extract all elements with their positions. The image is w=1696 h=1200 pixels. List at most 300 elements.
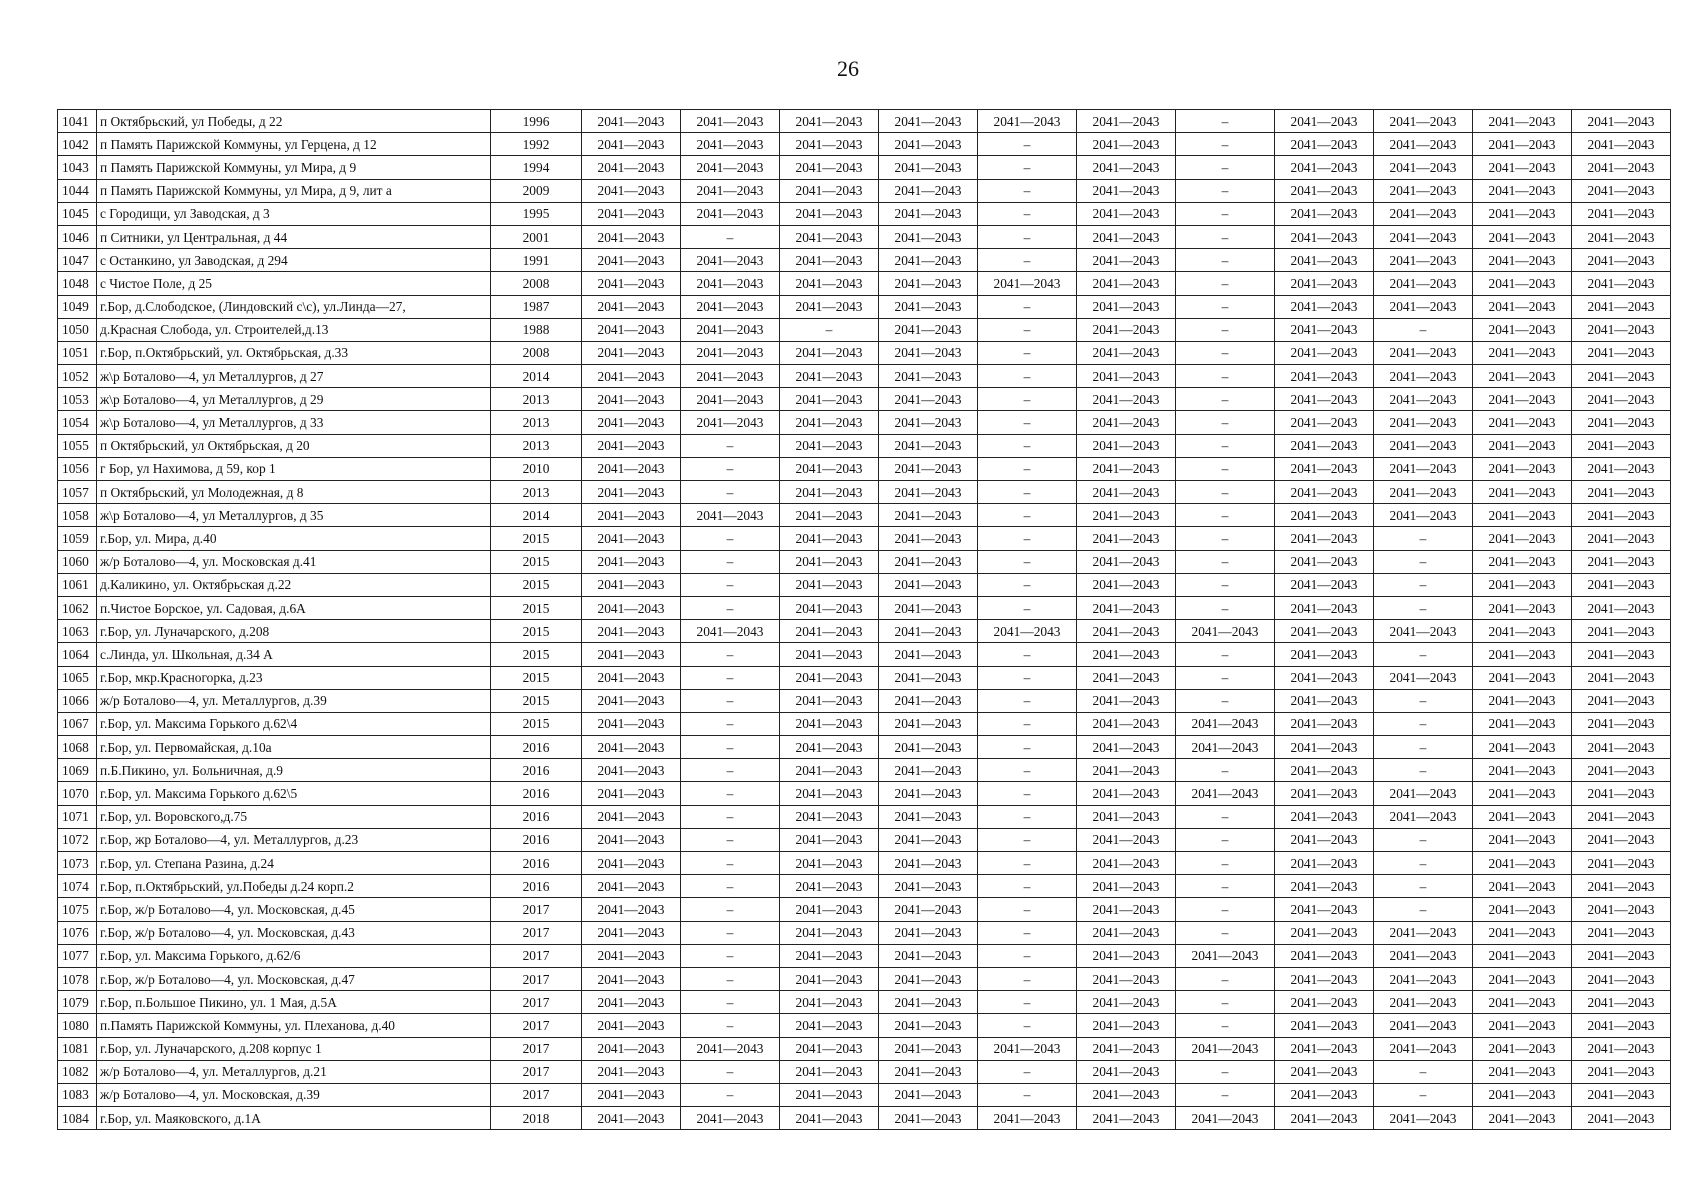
cell-period-col-6: 2041—2043	[1077, 759, 1176, 782]
cell-period-col-6: 2041—2043	[1077, 225, 1176, 248]
cell-period-col-2: –	[681, 225, 780, 248]
cell-year: 2013	[491, 434, 582, 457]
cell-period-col-10: 2041—2043	[1473, 365, 1572, 388]
cell-period-col-2: 2041—2043	[681, 272, 780, 295]
cell-period-col-4: 2041—2043	[879, 318, 978, 341]
cell-period-col-2: 2041—2043	[681, 202, 780, 225]
table-row	[58, 944, 1671, 967]
cell-period-col-8: 2041—2043	[1275, 388, 1374, 411]
cell-period-col-11: 2041—2043	[1572, 133, 1671, 156]
cell-period-col-1: 2041—2043	[582, 434, 681, 457]
cell-period-col-8: 2041—2043	[1275, 504, 1374, 527]
cell-address: г.Бор, жр Боталово—4, ул. Металлургов, д.23	[97, 828, 491, 851]
cell-row-number: 1084	[58, 1107, 97, 1130]
cell-period-col-9: –	[1374, 318, 1473, 341]
cell-period-col-11: 2041—2043	[1572, 527, 1671, 550]
cell-period-col-11: 2041—2043	[1572, 318, 1671, 341]
cell-row-number: 1082	[58, 1060, 97, 1083]
cell-period-col-10: 2041—2043	[1473, 643, 1572, 666]
housing-schedule-table	[57, 109, 1671, 1130]
cell-period-col-1: 2041—2043	[582, 875, 681, 898]
cell-period-col-7: –	[1176, 689, 1275, 712]
cell-period-col-7: –	[1176, 225, 1275, 248]
cell-year: 2013	[491, 481, 582, 504]
cell-period-col-7: –	[1176, 596, 1275, 619]
cell-period-col-4: 2041—2043	[879, 202, 978, 225]
cell-period-col-4: 2041—2043	[879, 388, 978, 411]
cell-period-col-1: 2041—2043	[582, 272, 681, 295]
cell-period-col-6: 2041—2043	[1077, 620, 1176, 643]
cell-period-col-9: –	[1374, 875, 1473, 898]
cell-period-col-10: 2041—2043	[1473, 527, 1572, 550]
cell-period-col-7: 2041—2043	[1176, 944, 1275, 967]
table-row	[58, 550, 1671, 573]
cell-period-col-10: 2041—2043	[1473, 411, 1572, 434]
cell-period-col-1: 2041—2043	[582, 481, 681, 504]
cell-period-col-8: 2041—2043	[1275, 1083, 1374, 1106]
cell-period-col-2: 2041—2043	[681, 365, 780, 388]
cell-address: г.Бор, ул. Максима Горького д.62\4	[97, 712, 491, 735]
table-row	[58, 782, 1671, 805]
cell-period-col-11: 2041—2043	[1572, 1060, 1671, 1083]
cell-period-col-5: –	[978, 689, 1077, 712]
table-row	[58, 805, 1671, 828]
cell-address: д.Красная Слобода, ул. Строителей,д.13	[97, 318, 491, 341]
cell-address: п Память Парижской Коммуны, ул Герцена, д 12	[97, 133, 491, 156]
cell-year: 2016	[491, 805, 582, 828]
cell-period-col-7: –	[1176, 504, 1275, 527]
cell-row-number: 1041	[58, 110, 97, 133]
cell-period-col-6: 2041—2043	[1077, 1107, 1176, 1130]
cell-year: 2015	[491, 550, 582, 573]
cell-period-col-6: 2041—2043	[1077, 852, 1176, 875]
cell-period-col-10: 2041—2043	[1473, 875, 1572, 898]
cell-period-col-9: 2041—2043	[1374, 156, 1473, 179]
cell-period-col-4: 2041—2043	[879, 944, 978, 967]
cell-period-col-2: 2041—2043	[681, 318, 780, 341]
cell-year: 1996	[491, 110, 582, 133]
cell-period-col-4: 2041—2043	[879, 1014, 978, 1037]
cell-period-col-10: 2041—2043	[1473, 620, 1572, 643]
cell-address: ж/р Боталово—4, ул. Московская д.41	[97, 550, 491, 573]
cell-period-col-7: –	[1176, 573, 1275, 596]
cell-period-col-5: –	[978, 411, 1077, 434]
page-number: 26	[837, 56, 859, 81]
cell-period-col-10: 2041—2043	[1473, 805, 1572, 828]
cell-period-col-9: 2041—2043	[1374, 991, 1473, 1014]
cell-period-col-1: 2041—2043	[582, 1037, 681, 1060]
cell-period-col-5: –	[978, 666, 1077, 689]
cell-period-col-7: –	[1176, 272, 1275, 295]
cell-period-col-11: 2041—2043	[1572, 805, 1671, 828]
cell-period-col-4: 2041—2043	[879, 596, 978, 619]
table-row	[58, 434, 1671, 457]
cell-period-col-9: –	[1374, 828, 1473, 851]
cell-period-col-2: –	[681, 712, 780, 735]
table-row	[58, 1107, 1671, 1130]
table-row	[58, 712, 1671, 735]
cell-period-col-11: 2041—2043	[1572, 1083, 1671, 1106]
cell-address: п.Память Парижской Коммуны, ул. Плеханова, д.40	[97, 1014, 491, 1037]
cell-period-col-1: 2041—2043	[582, 921, 681, 944]
cell-row-number: 1075	[58, 898, 97, 921]
cell-period-col-10: 2041—2043	[1473, 596, 1572, 619]
cell-period-col-10: 2041—2043	[1473, 1083, 1572, 1106]
cell-period-col-11: 2041—2043	[1572, 712, 1671, 735]
cell-period-col-5: –	[978, 249, 1077, 272]
cell-period-col-1: 2041—2043	[582, 805, 681, 828]
cell-period-col-6: 2041—2043	[1077, 550, 1176, 573]
cell-period-col-7: –	[1176, 341, 1275, 364]
cell-period-col-2: –	[681, 898, 780, 921]
cell-period-col-1: 2041—2043	[582, 666, 681, 689]
cell-period-col-9: 2041—2043	[1374, 967, 1473, 990]
cell-period-col-2: –	[681, 550, 780, 573]
cell-period-col-10: 2041—2043	[1473, 782, 1572, 805]
cell-period-col-5: 2041—2043	[978, 1107, 1077, 1130]
cell-row-number: 1064	[58, 643, 97, 666]
cell-period-col-7: –	[1176, 156, 1275, 179]
cell-period-col-6: 2041—2043	[1077, 1060, 1176, 1083]
cell-period-col-10: 2041—2043	[1473, 944, 1572, 967]
cell-period-col-6: 2041—2043	[1077, 1037, 1176, 1060]
cell-row-number: 1058	[58, 504, 97, 527]
cell-row-number: 1081	[58, 1037, 97, 1060]
cell-period-col-1: 2041—2043	[582, 504, 681, 527]
cell-period-col-3: 2041—2043	[780, 225, 879, 248]
cell-year: 2017	[491, 1083, 582, 1106]
cell-period-col-7: –	[1176, 921, 1275, 944]
cell-period-col-5: –	[978, 852, 1077, 875]
cell-period-col-8: 2041—2043	[1275, 898, 1374, 921]
cell-period-col-10: 2041—2043	[1473, 712, 1572, 735]
cell-period-col-3: 2041—2043	[780, 550, 879, 573]
cell-period-col-2: –	[681, 944, 780, 967]
table-row	[58, 1037, 1671, 1060]
cell-period-col-5: –	[978, 202, 1077, 225]
cell-period-col-4: 2041—2043	[879, 689, 978, 712]
cell-period-col-2: 2041—2043	[681, 133, 780, 156]
cell-period-col-2: 2041—2043	[681, 156, 780, 179]
cell-period-col-6: 2041—2043	[1077, 689, 1176, 712]
cell-year: 2008	[491, 272, 582, 295]
table-row	[58, 411, 1671, 434]
cell-period-col-2: 2041—2043	[681, 341, 780, 364]
cell-period-col-4: 2041—2043	[879, 365, 978, 388]
cell-period-col-2: 2041—2043	[681, 1107, 780, 1130]
cell-period-col-6: 2041—2043	[1077, 272, 1176, 295]
cell-year: 2016	[491, 852, 582, 875]
cell-period-col-3: 2041—2043	[780, 944, 879, 967]
cell-period-col-3: 2041—2043	[780, 202, 879, 225]
cell-period-col-4: 2041—2043	[879, 179, 978, 202]
cell-period-col-5: –	[978, 1014, 1077, 1037]
cell-period-col-3: 2041—2043	[780, 736, 879, 759]
cell-period-col-11: 2041—2043	[1572, 828, 1671, 851]
cell-period-col-2: –	[681, 1083, 780, 1106]
cell-period-col-2: –	[681, 689, 780, 712]
cell-period-col-11: 2041—2043	[1572, 689, 1671, 712]
cell-row-number: 1061	[58, 573, 97, 596]
cell-period-col-10: 2041—2043	[1473, 689, 1572, 712]
cell-period-col-8: 2041—2043	[1275, 759, 1374, 782]
cell-year: 2016	[491, 736, 582, 759]
cell-period-col-1: 2041—2043	[582, 110, 681, 133]
cell-period-col-1: 2041—2043	[582, 782, 681, 805]
cell-period-col-11: 2041—2043	[1572, 736, 1671, 759]
cell-period-col-4: 2041—2043	[879, 481, 978, 504]
cell-address: г.Бор, п.Большое Пикино, ул. 1 Мая, д.5А	[97, 991, 491, 1014]
cell-period-col-10: 2041—2043	[1473, 156, 1572, 179]
cell-period-col-10: 2041—2043	[1473, 341, 1572, 364]
cell-period-col-8: 2041—2043	[1275, 1014, 1374, 1037]
cell-year: 2009	[491, 179, 582, 202]
cell-row-number: 1069	[58, 759, 97, 782]
cell-address: г.Бор, ул. Луначарского, д.208	[97, 620, 491, 643]
cell-row-number: 1062	[58, 596, 97, 619]
cell-period-col-11: 2041—2043	[1572, 365, 1671, 388]
cell-year: 2015	[491, 712, 582, 735]
cell-period-col-10: 2041—2043	[1473, 202, 1572, 225]
cell-period-col-9: 2041—2043	[1374, 249, 1473, 272]
cell-row-number: 1071	[58, 805, 97, 828]
cell-period-col-11: 2041—2043	[1572, 782, 1671, 805]
table-row	[58, 689, 1671, 712]
table-row	[58, 875, 1671, 898]
cell-period-col-8: 2041—2043	[1275, 411, 1374, 434]
cell-period-col-1: 2041—2043	[582, 1060, 681, 1083]
cell-period-col-4: 2041—2043	[879, 967, 978, 990]
cell-period-col-11: 2041—2043	[1572, 272, 1671, 295]
cell-year: 2017	[491, 967, 582, 990]
cell-period-col-3: –	[780, 318, 879, 341]
cell-period-col-3: 2041—2043	[780, 411, 879, 434]
cell-period-col-2: –	[681, 875, 780, 898]
cell-address: г.Бор, ул. Первомайская, д.10а	[97, 736, 491, 759]
cell-period-col-3: 2041—2043	[780, 643, 879, 666]
cell-period-col-7: –	[1176, 991, 1275, 1014]
cell-row-number: 1057	[58, 481, 97, 504]
cell-address: г.Бор, ул. Маяковского, д.1А	[97, 1107, 491, 1130]
cell-row-number: 1066	[58, 689, 97, 712]
cell-period-col-3: 2041—2043	[780, 341, 879, 364]
cell-year: 2013	[491, 388, 582, 411]
cell-period-col-5: –	[978, 179, 1077, 202]
cell-period-col-9: 2041—2043	[1374, 179, 1473, 202]
cell-period-col-3: 2041—2043	[780, 133, 879, 156]
cell-period-col-1: 2041—2043	[582, 388, 681, 411]
cell-period-col-2: –	[681, 434, 780, 457]
cell-period-col-3: 2041—2043	[780, 759, 879, 782]
cell-period-col-3: 2041—2043	[780, 712, 879, 735]
cell-row-number: 1072	[58, 828, 97, 851]
cell-period-col-7: –	[1176, 202, 1275, 225]
cell-period-col-10: 2041—2043	[1473, 434, 1572, 457]
cell-period-col-9: 2041—2043	[1374, 620, 1473, 643]
cell-period-col-8: 2041—2043	[1275, 967, 1374, 990]
cell-period-col-5: –	[978, 365, 1077, 388]
cell-year: 2015	[491, 689, 582, 712]
cell-period-col-10: 2041—2043	[1473, 295, 1572, 318]
table-row	[58, 643, 1671, 666]
cell-address: г.Бор, ул. Воровского,д.75	[97, 805, 491, 828]
cell-period-col-5: 2041—2043	[978, 272, 1077, 295]
cell-period-col-1: 2041—2043	[582, 573, 681, 596]
cell-period-col-4: 2041—2043	[879, 666, 978, 689]
cell-period-col-2: –	[681, 759, 780, 782]
cell-period-col-6: 2041—2043	[1077, 875, 1176, 898]
cell-period-col-3: 2041—2043	[780, 666, 879, 689]
cell-period-col-3: 2041—2043	[780, 295, 879, 318]
cell-period-col-8: 2041—2043	[1275, 249, 1374, 272]
cell-period-col-8: 2041—2043	[1275, 736, 1374, 759]
cell-period-col-8: 2041—2043	[1275, 434, 1374, 457]
cell-year: 2015	[491, 643, 582, 666]
cell-period-col-7: –	[1176, 643, 1275, 666]
cell-period-col-3: 2041—2043	[780, 156, 879, 179]
cell-period-col-7: –	[1176, 249, 1275, 272]
cell-row-number: 1042	[58, 133, 97, 156]
cell-period-col-6: 2041—2043	[1077, 666, 1176, 689]
cell-period-col-2: –	[681, 736, 780, 759]
cell-period-col-9: 2041—2043	[1374, 944, 1473, 967]
cell-period-col-9: 2041—2043	[1374, 481, 1473, 504]
cell-period-col-9: 2041—2043	[1374, 202, 1473, 225]
cell-period-col-1: 2041—2043	[582, 411, 681, 434]
cell-period-col-6: 2041—2043	[1077, 318, 1176, 341]
cell-period-col-8: 2041—2043	[1275, 1037, 1374, 1060]
cell-address: ж/р Боталово—4, ул. Московская, д.39	[97, 1083, 491, 1106]
cell-period-col-6: 2041—2043	[1077, 110, 1176, 133]
cell-period-col-4: 2041—2043	[879, 133, 978, 156]
cell-period-col-6: 2041—2043	[1077, 411, 1176, 434]
cell-address: п.Чистое Борское, ул. Садовая, д.6А	[97, 596, 491, 619]
cell-period-col-4: 2041—2043	[879, 295, 978, 318]
cell-period-col-8: 2041—2043	[1275, 666, 1374, 689]
cell-period-col-7: 2041—2043	[1176, 736, 1275, 759]
cell-period-col-3: 2041—2043	[780, 852, 879, 875]
cell-period-col-9: 2041—2043	[1374, 1014, 1473, 1037]
cell-address: п Память Парижской Коммуны, ул Мира, д 9	[97, 156, 491, 179]
cell-period-col-2: –	[681, 643, 780, 666]
cell-period-col-1: 2041—2043	[582, 295, 681, 318]
cell-period-col-7: –	[1176, 666, 1275, 689]
cell-period-col-10: 2041—2043	[1473, 388, 1572, 411]
cell-year: 1988	[491, 318, 582, 341]
cell-period-col-5: –	[978, 991, 1077, 1014]
cell-period-col-8: 2041—2043	[1275, 689, 1374, 712]
cell-period-col-9: –	[1374, 1083, 1473, 1106]
cell-period-col-8: 2041—2043	[1275, 550, 1374, 573]
cell-period-col-9: 2041—2043	[1374, 411, 1473, 434]
cell-address: с Останкино, ул Заводская, д 294	[97, 249, 491, 272]
cell-period-col-6: 2041—2043	[1077, 179, 1176, 202]
cell-address: г.Бор, ул. Степана Разина, д.24	[97, 852, 491, 875]
table-row	[58, 1060, 1671, 1083]
cell-period-col-8: 2041—2043	[1275, 156, 1374, 179]
cell-period-col-7: –	[1176, 133, 1275, 156]
cell-period-col-11: 2041—2043	[1572, 110, 1671, 133]
cell-period-col-3: 2041—2043	[780, 620, 879, 643]
cell-period-col-7: –	[1176, 805, 1275, 828]
cell-address: г.Бор, п.Октябрьский, ул. Октябрьская, д.33	[97, 341, 491, 364]
cell-period-col-6: 2041—2043	[1077, 457, 1176, 480]
cell-period-col-11: 2041—2043	[1572, 991, 1671, 1014]
cell-year: 1987	[491, 295, 582, 318]
cell-period-col-7: –	[1176, 967, 1275, 990]
cell-year: 2015	[491, 666, 582, 689]
table-row	[58, 365, 1671, 388]
cell-period-col-4: 2041—2043	[879, 1083, 978, 1106]
cell-period-col-3: 2041—2043	[780, 434, 879, 457]
cell-period-col-7: –	[1176, 457, 1275, 480]
table-row	[58, 1083, 1671, 1106]
table-row	[58, 898, 1671, 921]
cell-period-col-5: –	[978, 504, 1077, 527]
cell-period-col-5: –	[978, 1060, 1077, 1083]
cell-period-col-1: 2041—2043	[582, 527, 681, 550]
cell-period-col-5: –	[978, 898, 1077, 921]
cell-period-col-3: 2041—2043	[780, 110, 879, 133]
cell-row-number: 1052	[58, 365, 97, 388]
cell-period-col-7: –	[1176, 550, 1275, 573]
cell-period-col-6: 2041—2043	[1077, 898, 1176, 921]
cell-period-col-3: 2041—2043	[780, 457, 879, 480]
cell-period-col-11: 2041—2043	[1572, 434, 1671, 457]
cell-row-number: 1070	[58, 782, 97, 805]
cell-period-col-11: 2041—2043	[1572, 225, 1671, 248]
cell-period-col-2: 2041—2043	[681, 620, 780, 643]
cell-period-col-5: 2041—2043	[978, 620, 1077, 643]
cell-period-col-8: 2041—2043	[1275, 341, 1374, 364]
cell-address: д.Каликино, ул. Октябрьская д.22	[97, 573, 491, 596]
cell-period-col-8: 2041—2043	[1275, 852, 1374, 875]
cell-address: г.Бор, ул. Максима Горького д.62\5	[97, 782, 491, 805]
cell-address: г.Бор, ул. Максима Горького, д.62/6	[97, 944, 491, 967]
cell-period-col-1: 2041—2043	[582, 944, 681, 967]
cell-row-number: 1044	[58, 179, 97, 202]
cell-period-col-3: 2041—2043	[780, 249, 879, 272]
cell-period-col-4: 2041—2043	[879, 759, 978, 782]
cell-row-number: 1080	[58, 1014, 97, 1037]
cell-period-col-1: 2041—2043	[582, 828, 681, 851]
cell-year: 1991	[491, 249, 582, 272]
cell-period-col-1: 2041—2043	[582, 898, 681, 921]
cell-year: 2015	[491, 573, 582, 596]
cell-period-col-11: 2041—2043	[1572, 1037, 1671, 1060]
cell-period-col-8: 2041—2043	[1275, 1107, 1374, 1130]
cell-period-col-9: 2041—2043	[1374, 434, 1473, 457]
cell-row-number: 1053	[58, 388, 97, 411]
cell-period-col-5: –	[978, 527, 1077, 550]
table-row	[58, 921, 1671, 944]
cell-period-col-6: 2041—2043	[1077, 202, 1176, 225]
cell-period-col-8: 2041—2043	[1275, 712, 1374, 735]
cell-year: 2015	[491, 620, 582, 643]
cell-period-col-8: 2041—2043	[1275, 527, 1374, 550]
cell-period-col-8: 2041—2043	[1275, 573, 1374, 596]
cell-period-col-9: 2041—2043	[1374, 805, 1473, 828]
cell-period-col-8: 2041—2043	[1275, 457, 1374, 480]
cell-period-col-6: 2041—2043	[1077, 1014, 1176, 1037]
cell-period-col-2: –	[681, 481, 780, 504]
cell-year: 1992	[491, 133, 582, 156]
cell-period-col-2: –	[681, 1014, 780, 1037]
cell-period-col-4: 2041—2043	[879, 712, 978, 735]
cell-period-col-2: 2041—2043	[681, 411, 780, 434]
cell-period-col-11: 2041—2043	[1572, 875, 1671, 898]
cell-period-col-2: –	[681, 782, 780, 805]
